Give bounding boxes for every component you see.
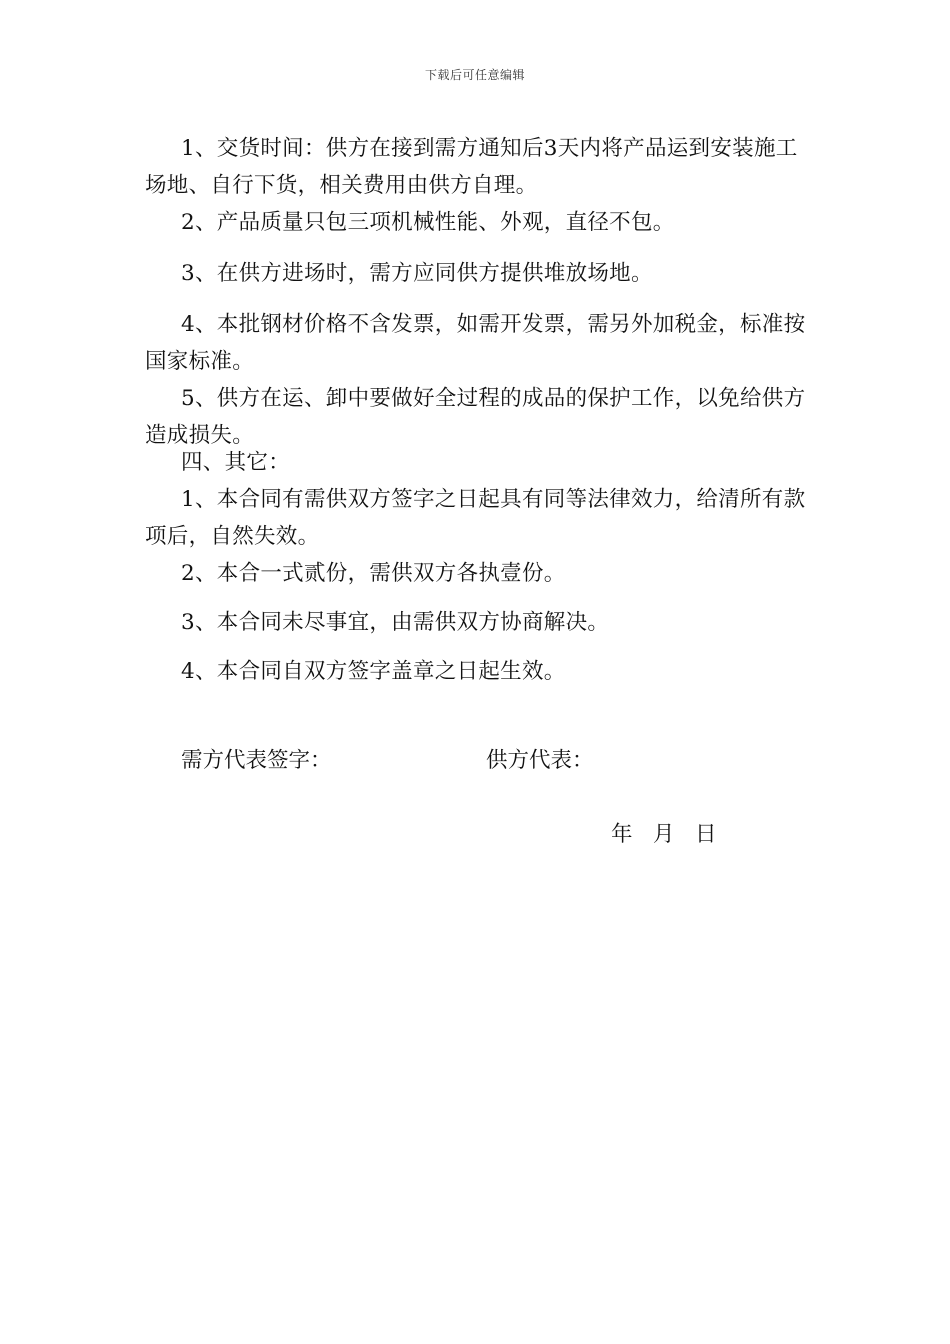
section-heading: 四、其它： (181, 450, 291, 475)
buyer-signature-label: 需方代表签字： (181, 748, 332, 773)
clause-validity (145, 481, 810, 555)
clause-text: 3、在供方进场时，需方应同供方提供堆放场地。 (181, 261, 653, 286)
clause-delivery-time (145, 130, 810, 204)
clause-price-invoice (145, 306, 810, 380)
clause-text: 1、交货时间：供方在接到需方通知后3天内将产品运到安装施工场地、自行下货，相关费用由供方自理。 (145, 136, 798, 198)
clause-text: 2、本合一式贰份，需供双方各执壹份。 (181, 561, 566, 586)
clause-text: 5、供方在运、卸中要做好全过程的成品的保护工作，以免给供方造成损失。 (145, 386, 806, 448)
clause-quality (145, 204, 810, 241)
clause-effective (145, 653, 810, 690)
clause-copies (145, 555, 810, 592)
clause-protection (145, 380, 810, 454)
clause-negotiation (145, 604, 810, 641)
clause-storage-site (145, 255, 810, 292)
clause-text: 3、本合同未尽事宜，由需供双方协商解决。 (181, 610, 610, 635)
clause-text: 2、产品质量只包三项机械性能、外观，直径不包。 (181, 210, 675, 235)
page-header-note: 下载后可任意编辑 (424, 68, 525, 82)
clause-text: 4、本批钢材价格不含发票，如需开发票，需另外加税金，标准按国家标准。 (145, 312, 806, 374)
clause-text: 1、本合同有需供双方签字之日起具有同等法律效力，给清所有款项后，自然失效。 (145, 487, 806, 549)
clause-text: 4、本合同自双方签字盖章之日起生效。 (181, 659, 566, 684)
signature-date: 年 月 日 (611, 822, 717, 847)
section-heading-other (145, 444, 810, 481)
supplier-signature-label: 供方代表： (486, 748, 594, 773)
